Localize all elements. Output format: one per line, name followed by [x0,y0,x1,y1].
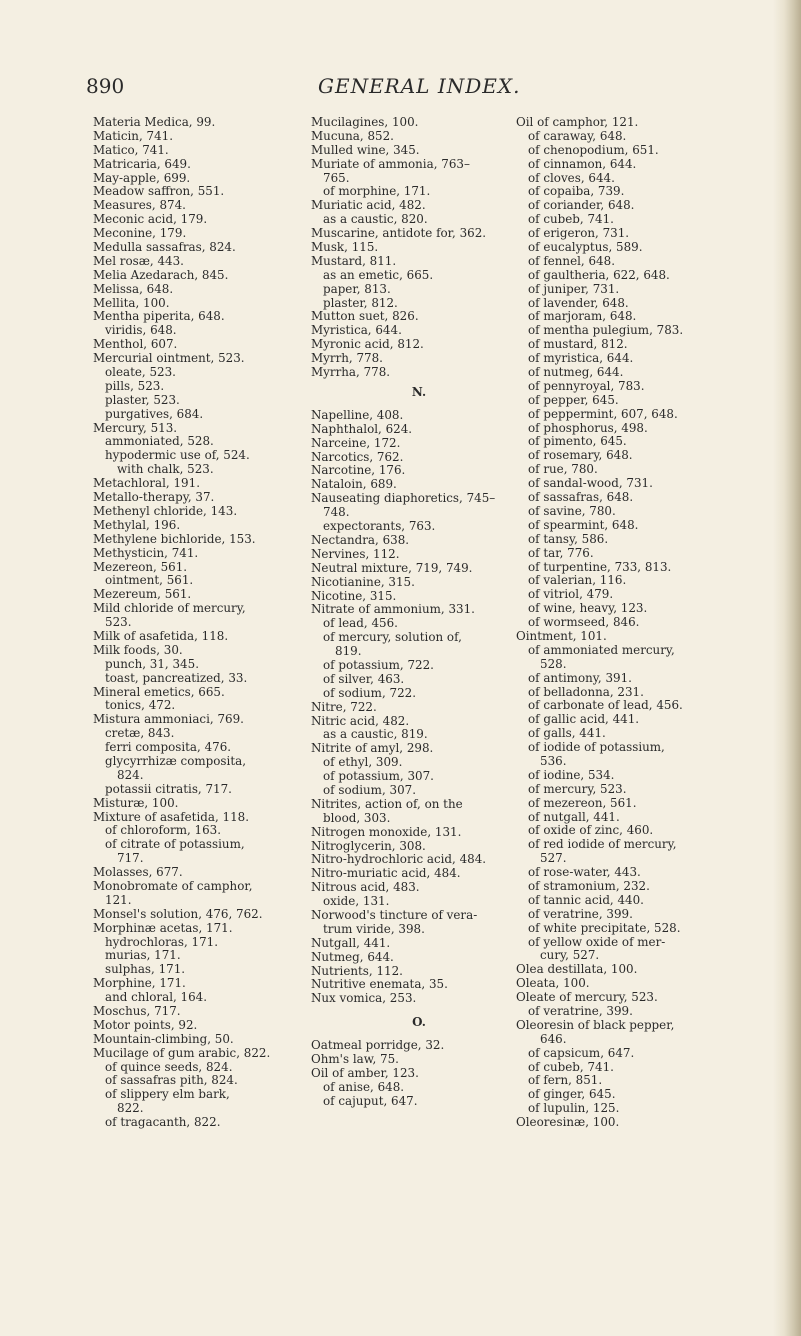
index-entry: Nitrogen monoxide, 131. [311,824,462,839]
index-entry: tonics, 472. [105,698,176,713]
index-entry: of red iodide of mercury, [528,837,677,852]
index-entry: Milk foods, 30. [93,642,183,657]
index-entry: Mutton suet, 826. [311,309,419,324]
index-entry: Mountain-climbing, 50. [93,1031,234,1046]
index-entry: of mentha pulegium, 783. [528,323,684,338]
index-entry: Melia Azedarach, 845. [93,267,229,282]
index-entry: Nicotine, 315. [311,588,397,603]
index-entry: of lead, 456. [323,616,398,631]
index-entry: of tar, 776. [528,545,594,560]
index-entry: 528. [540,656,567,671]
index-entry: Myrrha, 778. [311,365,391,380]
index-entry: of myristica, 644. [528,351,634,366]
index-entry: 822. [117,1101,144,1116]
index-entry: of potassium, 722. [323,657,434,672]
index-entry: Mentha piperita, 648. [93,309,225,324]
index-entry: Myristica, 644. [311,323,402,338]
index-entry: of galls, 441. [528,726,606,741]
index-entry: Musk, 115. [311,240,379,255]
index-entry: Napelline, 408. [311,407,404,422]
index-entry: 523. [105,615,132,630]
index-entry: 819. [335,644,362,659]
index-entry: Oil of amber, 123. [311,1066,419,1080]
index-entry: May-apple, 699. [93,170,191,185]
index-entry: of ammoniated mercury, [528,642,675,657]
index-entry: of rosemary, 648. [528,448,633,463]
index-entry: as an emetic, 665. [323,267,434,282]
index-entry: paper, 813. [323,281,391,296]
index-entry: Nutritive enemata, 35. [311,977,448,992]
index-entry: Nitro-muriatic acid, 484. [311,866,461,881]
index-entry: of juniper, 731. [528,281,620,296]
index-entry: of mustard, 812. [528,337,628,352]
index-entry: of carbonate of lead, 456. [528,698,683,713]
index-entry: of turpentine, 733, 813. [528,559,672,574]
index-entry: Mercury, 513. [93,420,178,435]
index-entry: Mucilage of gum arabic, 822. [93,1045,271,1060]
index-entry: purgatives, 684. [105,406,204,421]
index-entry: of marjoram, 648. [528,309,637,324]
index-entry: of savine, 780. [528,503,616,518]
index-entry: of iodide of potassium, [528,740,665,755]
index-entry: Mild chloride of mercury, [93,601,246,616]
index-entry: Nitrous acid, 483. [311,880,420,895]
index-entry: as a caustic, 820. [323,212,428,227]
index-entry: of phosphorus, 498. [528,420,648,435]
index-entry: of tannic acid, 440. [528,892,644,907]
index-entry: of sandal-wood, 731. [528,476,653,491]
index-entry: Muriate of ammonia, 763– [311,156,470,171]
index-entry: of wine, heavy, 123. [528,601,648,616]
index-entry: Mixture of asafetida, 118. [93,809,249,824]
index-entry: Nitrate of ammonium, 331. [311,602,475,617]
index-entry: Moschus, 717. [93,1004,181,1018]
index-entry: ointment, 561. [105,573,194,588]
index-entry: of potassium, 307. [323,769,434,784]
index-entry: ferri composita, 476. [105,740,232,755]
index-entry: Olea destillata, 100. [516,962,638,977]
index-entry: Ointment, 101. [516,628,607,643]
index-entry: of rose-water, 443. [528,865,641,880]
index-entry: glycyrrhizæ composita, [105,753,246,768]
index-entry: Morphine, 171. [93,976,186,991]
index-entry: of nutmeg, 644. [528,365,624,380]
index-entry: of chenopodium, 651. [528,142,659,157]
index-entry: of tragacanth, 822. [105,1115,221,1130]
index-entry: Morphinæ acetas, 171. [93,920,233,935]
index-entry: of white precipitate, 528. [528,920,681,935]
index-entry: of yellow oxide of mer- [528,934,666,949]
index-entry: 765. [323,170,350,185]
index-entry: plaster, 812. [323,295,398,310]
index-entry: potassii citratis, 717. [105,781,232,796]
index-entry: Methenyl chloride, 143. [93,503,238,518]
index-entry: Meconic acid, 179. [93,212,208,227]
index-entry: Muscarine, antidote for, 362. [311,226,487,241]
n-entries [311,409,527,1006]
index-entry: 121. [105,892,132,907]
index-entry: of eucalyptus, 589. [528,240,643,255]
index-entry: Mercurial ointment, 523. [93,351,245,366]
index-entry: 717. [117,851,144,866]
index-entry: of belladonna, 231. [528,684,644,699]
index-entry: of fennel, 648. [528,253,615,268]
page-edge [773,0,801,1336]
index-entry: Metachloral, 191. [93,476,200,491]
index-entry: Nutgall, 441. [311,935,391,950]
index-entry: Narcotine, 176. [311,463,406,478]
index-entry: 824. [117,767,144,782]
index-entry: of lupulin, 125. [528,1101,620,1116]
index-entry: Oatmeal porridge, 32. [311,1038,445,1053]
index-entry: Nataloin, 689. [311,477,397,492]
index-entry: Norwood's tincture of vera- [311,907,478,922]
index-entry: cury, 527. [540,948,600,963]
index-entry: of cajuput, 647. [323,1093,418,1108]
index-entry: Measures, 874. [93,198,186,213]
index-entry: of oxide of zinc, 460. [528,823,654,838]
index-entry: Nitrite of amyl, 298. [311,741,434,756]
index-entry: of spearmint, 648. [528,517,639,532]
m-entries [311,116,527,380]
index-entry: oxide, 131. [323,894,390,909]
index-entry: of cubeb, 741. [528,1059,614,1074]
index-entry: of iodine, 534. [528,767,615,782]
index-entry: 536. [540,753,567,768]
index-entry: Methylal, 196. [93,517,181,532]
index-entry: of cinnamon, 644. [528,156,637,171]
index-entry: hypodermic use of, 524. [105,448,250,463]
index-entry: viridis, 648. [105,323,177,338]
page-number: 890 [86,74,125,98]
index-entry: Naphthalol, 624. [311,421,413,436]
index-entry: Menthol, 607. [93,337,178,352]
index-column-2 [311,116,527,1109]
index-entry: of rue, 780. [528,462,598,477]
index-entry: Mineral emetics, 665. [93,684,225,699]
index-entry: of sodium, 722. [323,685,416,700]
index-entry: Oleate of mercury, 523. [516,990,658,1005]
index-entry: Nutrients, 112. [311,963,403,978]
index-entry: Milk of asafetida, 118. [93,628,229,643]
index-entry: 527. [540,851,567,866]
index-entry: of veratrine, 399. [528,906,633,921]
index-column-3 [516,116,776,1130]
index-entry: of chloroform, 163. [105,823,222,838]
section-heading-o: O. [412,1015,426,1030]
index-entry: of fern, 851. [528,1073,603,1088]
index-entry: and chloral, 164. [105,990,208,1005]
index-entry: blood, 303. [323,810,391,825]
index-entry: of veratrine, 399. [528,1004,633,1018]
index-entry: plaster, 523. [105,392,180,407]
index-entry: Molasses, 677. [93,865,183,880]
index-entry: of copaiba, 739. [528,184,625,199]
index-entry: Meconine, 179. [93,226,187,241]
index-entry: Materia Medica, 99. [93,115,216,129]
index-entry: Methysticin, 741. [93,545,199,560]
page-header [86,74,766,98]
index-entry: Mucilagines, 100. [311,115,419,129]
index-entry: trum viride, 398. [323,921,425,936]
index-entry: Nitrites, action of, on the [311,796,463,811]
index-entry: of lavender, 648. [528,295,629,310]
index-entry: with chalk, 523. [117,462,214,477]
index-entry: of erigeron, 731. [528,226,630,241]
index-entry: expectorants, 763. [323,519,436,534]
index-entry: hydrochloras, 171. [105,934,219,949]
index-entry: Mistura ammoniaci, 769. [93,712,244,727]
index-entry: Motor points, 92. [93,1017,198,1032]
index-entry: of pimento, 645. [528,434,627,449]
index-entry: Metallo-therapy, 37. [93,490,215,505]
index-entry: of pepper, 645. [528,392,619,407]
index-entry: of antimony, 391. [528,670,632,685]
index-entry: Melissa, 648. [93,281,174,296]
index-entry: pills, 523. [105,378,165,393]
index-entry: Nervines, 112. [311,546,400,561]
index-entry: Mel rosæ, 443. [93,253,184,268]
index-entry: Narcotics, 762. [311,449,404,464]
index-entry: toast, pancreatized, 33. [105,670,248,685]
index-entry: Monobromate of camphor, [93,878,253,893]
index-entry: Nux vomica, 253. [311,991,417,1006]
index-entry: of caraway, 648. [528,128,627,143]
index-entry: Oil of camphor, 121. [516,115,639,129]
index-entry: Medulla sassafras, 824. [93,240,236,255]
index-entry: Mucuna, 852. [311,128,394,143]
index-entry: of citrate of potassium, [105,837,245,852]
index-entry: cretæ, 843. [105,726,175,741]
index-entry: ammoniated, 528. [105,434,214,449]
index-entry: of slippery elm bark, [105,1087,230,1102]
index-entry: of nutgall, 441. [528,809,620,824]
index-entry: Mustard, 811. [311,253,397,268]
index-entry: of peppermint, 607, 648. [528,406,678,421]
index-entry: of silver, 463. [323,671,405,686]
index-entry: Muriatic acid, 482. [311,198,426,213]
index-entry: of valerian, 116. [528,573,627,588]
index-entry: Ohm's law, 75. [311,1052,399,1067]
index-entry: of anise, 648. [323,1079,405,1094]
index-entry: punch, 31, 345. [105,656,199,671]
index-entry: of ethyl, 309. [323,755,403,770]
index-entry: of sassafras pith, 824. [105,1073,238,1088]
index-entry: of capsicum, 647. [528,1045,635,1060]
index-entry: Neutral mixture, 719, 749. [311,560,473,575]
index-entry: Oleata, 100. [516,976,590,991]
index-entry: Narceine, 172. [311,435,401,450]
index-entry: Maticin, 741. [93,128,174,143]
index-entry: Nitre, 722. [311,699,377,714]
index-entry: of sodium, 307. [323,782,416,797]
index-entry: of quince seeds, 824. [105,1059,233,1074]
index-entry: Mellita, 100. [93,295,170,310]
index-entry: Monsel's solution, 476, 762. [93,906,263,921]
index-entry: Nectandra, 638. [311,532,410,547]
index-entry: of coriander, 648. [528,198,635,213]
index-entry: Mulled wine, 345. [311,142,420,157]
index-entry: Myrrh, 778. [311,351,383,366]
index-entry: sulphas, 171. [105,962,186,977]
index-entry: of mezereon, 561. [528,795,637,810]
index-entry: 646. [540,1031,567,1046]
index-entry: of tansy, 586. [528,531,609,546]
index-entry: as a caustic, 819. [323,727,428,742]
index-entry: oleate, 523. [105,365,176,380]
index-entry: of ginger, 645. [528,1087,616,1102]
index-entry: of vitriol, 479. [528,587,614,602]
index-entry: Mezereum, 561. [93,587,192,602]
index-entry: murias, 171. [105,948,181,963]
index-entry: of gallic acid, 441. [528,712,640,727]
index-entry: Misturæ, 100. [93,795,179,810]
index-entry: Matico, 741. [93,142,169,157]
index-entry: Nutmeg, 644. [311,949,394,964]
index-entry: Mezereon, 561. [93,559,188,574]
index-entry: of pennyroyal, 783. [528,378,645,393]
index-entry: of stramonium, 232. [528,878,650,893]
index-entry: Nitric acid, 482. [311,713,410,728]
o-entries [311,1039,527,1108]
index-entry: Matricaria, 649. [93,156,191,171]
index-entry: of mercury, solution of, [323,630,462,645]
index-entry: Nauseating diaphoretics, 745– [311,491,496,506]
index-entry: Nitro-hydrochloric acid, 484. [311,852,487,867]
index-entry: Myronic acid, 812. [311,337,424,352]
index-column-1 [93,116,315,1130]
index-entry: of cloves, 644. [528,170,615,185]
index-entry: of sassafras, 648. [528,490,634,505]
running-title: GENERAL INDEX. [318,74,521,98]
index-entry: of gaultheria, 622, 648. [528,267,670,282]
index-entry: of mercury, 523. [528,781,627,796]
index-entry: of wormseed, 846. [528,615,640,630]
index-entry: 748. [323,505,350,520]
index-entry: Methylene bichloride, 153. [93,531,256,546]
index-entry: Oleoresin of black pepper, [516,1017,675,1032]
index-entry: Meadow saffron, 551. [93,184,225,199]
section-heading-n: N. [411,384,427,399]
index-entry: of morphine, 171. [323,184,431,199]
index-entry: Nicotianine, 315. [311,574,415,589]
index-entry: Nitroglycerin, 308. [311,838,426,853]
index-entry: of cubeb, 741. [528,212,614,227]
index-entry: Oleoresinæ, 100. [516,1115,620,1130]
